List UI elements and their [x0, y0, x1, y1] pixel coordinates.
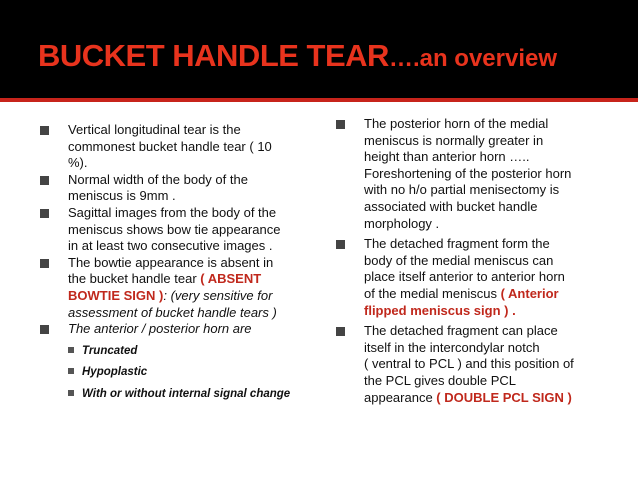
- bullet-item-2: Normal width of the body of the meniscus is 9mm .: [40, 172, 318, 205]
- bullet-item-5: The anterior / posterior horn are: [40, 321, 318, 338]
- square-bullet-icon: [336, 120, 345, 129]
- square-bullet-icon: [336, 240, 345, 249]
- sub-item-signal-change: With or without internal signal change: [40, 386, 318, 403]
- right-column: [336, 116, 614, 406]
- bullet-item-4: The bowtie appearance is absent in the bucket handle tear ( ABSENT BOWTIE SIGN ): (very sensitive for assessment of bucket handle tears ): [40, 255, 318, 321]
- small-square-bullet-icon: [68, 347, 74, 353]
- square-bullet-icon: [40, 209, 49, 218]
- small-square-bullet-icon: [68, 368, 74, 374]
- slide-title: [38, 36, 557, 79]
- double-pcl-sign-label: ( DOUBLE PCL SIGN ): [436, 389, 572, 405]
- square-bullet-icon: [40, 259, 49, 268]
- bullet-item-1: Vertical longitudinal tear is the commonest bucket handle tear ( 10 %).: [40, 122, 318, 172]
- title-tail: ….an overview: [388, 45, 558, 72]
- bullet-item-6: The posterior horn of the medial meniscus is normally greater in height than anterior horn ….. Foreshortening of the posterior horn with no h/o partial menisectomy is associated with bucket handle morphology .: [336, 116, 614, 232]
- absent-bowtie-sign-label: ( ABSENT: [200, 271, 262, 287]
- sub-item-hypoplastic: Hypoplastic: [40, 364, 318, 381]
- square-bullet-icon: [336, 327, 345, 336]
- slide-content: [0, 102, 638, 479]
- square-bullet-icon: [40, 325, 49, 334]
- square-bullet-icon: [40, 176, 49, 185]
- square-bullet-icon: [40, 126, 49, 135]
- bullet-item-3: Sagittal images from the body of the meniscus shows bow tie appearance in at least two consecutive images .: [40, 205, 318, 255]
- title-main: BUCKET HANDLE TEAR: [38, 38, 389, 73]
- bullet-item-7: The detached fragment form the body of the medial meniscus can place itself anterior to anterior horn of the medial meniscus ( Anterior flipped meniscus sign ) .: [336, 236, 614, 319]
- bullet-item-8: The detached fragment can place itself in the intercondylar notch ( ventral to PCL ) and this position of the PCL gives double PCL appearance ( DOUBLE PCL SIGN ): [336, 323, 614, 406]
- sub-item-truncated: Truncated: [40, 343, 318, 360]
- anterior-flipped-sign-label: ( Anterior: [500, 285, 559, 301]
- small-square-bullet-icon: [68, 390, 74, 396]
- title-bar: [0, 0, 638, 98]
- left-column: [40, 122, 318, 403]
